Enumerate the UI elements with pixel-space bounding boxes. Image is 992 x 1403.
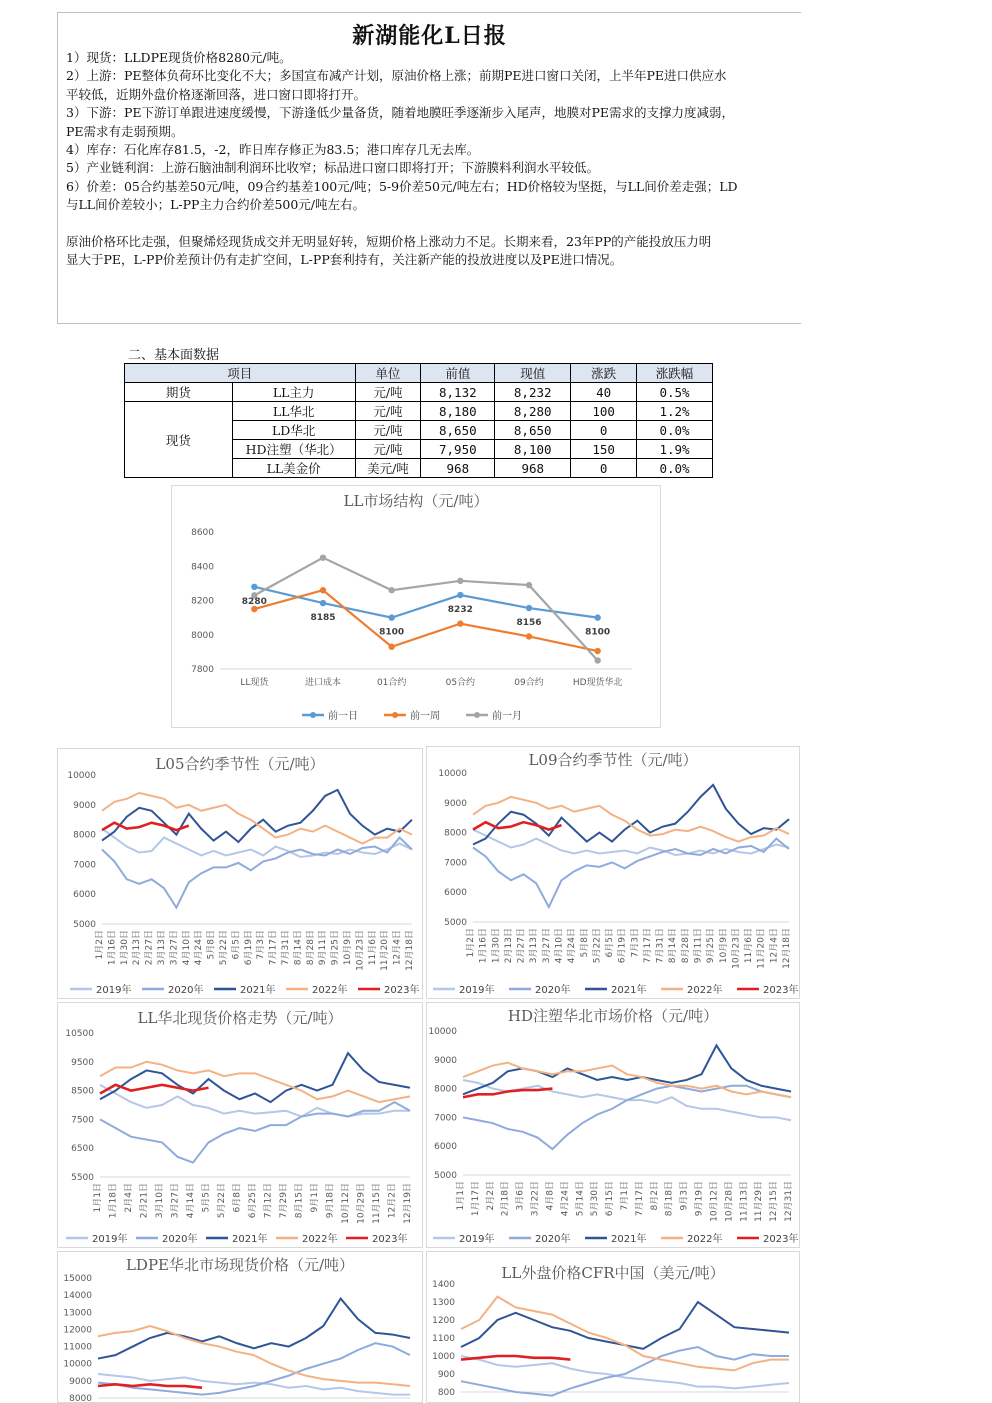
data-point [594, 648, 600, 654]
x-tick-label: 12月15日 [769, 1181, 780, 1222]
legend-label: 2022年 [687, 985, 723, 996]
x-tick-label: 6月5日 [231, 930, 242, 960]
x-tick-label: 6月19日 [243, 930, 254, 966]
chart-svg [427, 1252, 799, 1402]
report-line: 3）下游：PE下游订单跟进速度缓慢，下游逢低少量备货，随着地膜旺季逐渐步入尾声，地膜对PE需求的支撑力度减弱， [66, 105, 735, 121]
data-label: 8280 [241, 596, 267, 607]
y-tick-label: 10000 [438, 769, 467, 779]
report-line: 2）上游：PE整体负荷环比变化不大；多国宣布减产计划，原油价格上涨；前期PE进口窗口关闭，上半年PE进口供应水 [66, 68, 727, 84]
x-tick-label: 11月15日 [372, 1183, 382, 1224]
data-point [526, 582, 532, 588]
y-tick-label: 7800 [191, 665, 214, 675]
category-cell: 现货 [125, 402, 233, 478]
x-tick-label: 2月27日 [144, 930, 155, 966]
report-line: 与LL间价差较小；L-PP主力合约价差500元/吨左右。 [66, 197, 366, 213]
x-tick-label: 5月30日 [590, 1181, 601, 1217]
chg-cell: 40 [571, 383, 637, 402]
x-tick-label: HD现货华北 [572, 678, 623, 688]
y-tick-label: 5000 [73, 920, 96, 930]
x-tick-label: 12月2日 [387, 1183, 398, 1219]
x-tick-label: 5月5日 [201, 1183, 212, 1213]
y-tick-label: 1100 [432, 1334, 455, 1344]
x-tick-label: 6月15日 [605, 1181, 616, 1217]
unit-cell: 元/吨 [355, 402, 421, 421]
x-tick-label: 9月18日 [325, 1183, 336, 1219]
y-tick-label: 1000 [432, 1352, 455, 1362]
prev-cell: 8,132 [421, 383, 495, 402]
x-tick-label: 12月18日 [782, 928, 792, 969]
x-tick-label: 3月13日 [529, 928, 540, 964]
x-tick-label: 10月12日 [341, 1183, 351, 1224]
data-point [251, 606, 257, 612]
x-tick-label: 3月22日 [530, 1181, 541, 1217]
y-tick-label: 9000 [69, 1376, 92, 1387]
x-tick-label: 7月17日 [634, 1181, 645, 1217]
x-tick-label: 6月25日 [248, 1183, 258, 1219]
legend-label: 前一月 [492, 711, 522, 722]
y-tick-label: 8400 [191, 562, 214, 573]
data-point [388, 644, 394, 650]
x-tick-label: 8月28日 [305, 930, 316, 966]
unit-cell: 元/吨 [355, 421, 421, 440]
x-tick-label: 1月30日 [119, 930, 130, 966]
header-prev: 前值 [421, 364, 495, 383]
legend-label: 2020年 [168, 985, 204, 996]
prev-cell: 7,950 [421, 440, 495, 459]
x-tick-label: 9月19日 [694, 1181, 705, 1217]
x-tick-label: 5月8日 [579, 928, 590, 958]
data-point [594, 657, 600, 663]
data-point [320, 554, 326, 560]
curr-cell: 8,280 [495, 402, 571, 421]
item-cell: LD华北 [232, 421, 355, 440]
legend-label: 2020年 [535, 985, 571, 996]
y-tick-label: 9000 [444, 798, 467, 809]
header-unit: 单位 [355, 364, 421, 383]
y-tick-label: 13000 [63, 1308, 92, 1319]
series-line [473, 785, 789, 845]
data-point [388, 587, 394, 593]
y-tick-label: 8000 [444, 828, 467, 839]
data-point [526, 605, 532, 611]
report-line: PE需求有走弱预期。 [66, 123, 184, 139]
chg-cell: 100 [571, 402, 637, 421]
x-tick-label: LL现货 [240, 678, 269, 688]
legend-marker [310, 712, 316, 718]
x-tick-label: 7月17日 [642, 928, 653, 964]
item-cell: LL主力 [232, 383, 355, 402]
chart-ll-cfr-china [426, 1251, 800, 1403]
x-tick-label: 4月14日 [186, 1183, 196, 1219]
table-row [125, 383, 713, 402]
y-tick-label: 7000 [444, 858, 467, 869]
x-tick-label: 12月18日 [405, 930, 415, 971]
chart-title: LL华北现货价格走势（元/吨） [137, 1009, 343, 1027]
data-label: 8232 [447, 605, 473, 616]
x-tick-label: 7月29日 [279, 1183, 289, 1219]
curr-cell: 8,232 [495, 383, 571, 402]
x-tick-label: 2月21日 [139, 1183, 150, 1219]
data-label: 8185 [310, 613, 336, 624]
section-title: 二、基本面数据 [128, 348, 220, 363]
y-tick-label: 10000 [428, 1027, 457, 1037]
x-tick-label: 7月17日 [268, 930, 279, 966]
x-tick-label: 1月1日 [93, 1183, 103, 1213]
x-tick-label: 8月18日 [664, 1181, 675, 1217]
header-pct: 涨跌幅 [637, 364, 713, 383]
series-line [473, 797, 789, 842]
x-tick-label: 5月14日 [575, 1181, 586, 1217]
y-tick-label: 5500 [71, 1173, 94, 1183]
unit-cell: 美元/吨 [355, 459, 421, 478]
series-line [461, 1297, 789, 1371]
y-tick-label: 7000 [73, 860, 96, 871]
y-tick-label: 5000 [434, 1171, 457, 1181]
y-tick-label: 11000 [63, 1342, 92, 1353]
series-line [461, 1356, 789, 1388]
x-tick-label: 7月31日 [655, 928, 666, 964]
series-line [102, 793, 412, 844]
pct-cell: 0.5% [637, 383, 713, 402]
y-tick-label: 10000 [63, 1359, 92, 1370]
data-point [457, 620, 463, 626]
report-body [66, 49, 802, 269]
legend-label: 2023年 [384, 985, 420, 996]
x-tick-label: 1月16日 [478, 928, 489, 964]
table-header-row [125, 364, 713, 383]
x-tick-label: 7月3日 [630, 928, 641, 958]
legend-marker [474, 712, 480, 718]
x-tick-label: 4月24日 [194, 930, 205, 966]
legend-label: 2019年 [96, 985, 132, 996]
x-tick-label: 3月10日 [155, 1183, 165, 1219]
x-tick-label: 5月22日 [219, 930, 229, 966]
legend-label: 2021年 [240, 985, 276, 996]
chart-svg [427, 1003, 799, 1247]
x-tick-label: 11月20日 [380, 930, 391, 971]
header-curr: 现值 [495, 364, 571, 383]
x-tick-label: 9月25日 [706, 928, 717, 964]
x-tick-label: 10月9日 [718, 928, 729, 964]
y-tick-label: 6500 [71, 1144, 94, 1155]
report-line: 平较低，近期外盘价格逐渐回落，进口窗口即将打开。 [66, 86, 367, 102]
prev-cell: 968 [421, 459, 495, 478]
y-tick-label: 9000 [73, 800, 96, 811]
y-tick-label: 9500 [71, 1057, 94, 1068]
x-tick-label: 7月31日 [281, 930, 291, 966]
y-tick-label: 5000 [444, 918, 467, 928]
header-item: 项目 [125, 364, 356, 383]
x-tick-label: 6月8日 [232, 1183, 243, 1213]
pct-cell: 1.2% [637, 402, 713, 421]
fundamentals-table [124, 363, 713, 478]
chart-ll-north-spot [57, 1002, 423, 1248]
pct-cell: 1.9% [637, 440, 713, 459]
legend-label: 2019年 [92, 1234, 128, 1245]
chart-svg [427, 747, 799, 998]
legend-label: 2019年 [459, 985, 495, 996]
chart-title: HD注塑华北市场价格（元/吨） [507, 1007, 719, 1025]
data-point [526, 633, 532, 639]
x-tick-label: 7月1日 [620, 1181, 630, 1211]
series-line [254, 558, 597, 661]
x-tick-label: 10月9日 [343, 930, 353, 966]
x-tick-label: 10月28日 [724, 1181, 735, 1222]
x-tick-label: 9月11日 [693, 928, 704, 964]
series-line [98, 1343, 410, 1394]
legend-label: 前一日 [328, 711, 358, 722]
chart-ll-market-structure [171, 485, 661, 728]
x-tick-label: 9月25日 [330, 930, 341, 966]
y-tick-label: 7000 [434, 1113, 457, 1124]
y-tick-label: 10500 [65, 1029, 94, 1039]
chg-cell: 150 [571, 440, 637, 459]
series-line [102, 838, 412, 908]
data-point [457, 592, 463, 598]
x-tick-label: 2月13日 [132, 930, 143, 966]
x-tick-label: 1月2日 [466, 928, 476, 958]
data-label: 8156 [516, 618, 542, 629]
series-line [102, 790, 412, 842]
chg-cell: 0 [571, 459, 637, 478]
header-chg: 涨跌 [571, 364, 637, 383]
y-tick-label: 15000 [63, 1274, 92, 1284]
series-line [100, 1053, 410, 1102]
data-point [457, 578, 463, 584]
y-tick-label: 8600 [191, 528, 214, 538]
x-tick-label: 4月24日 [567, 928, 578, 964]
y-tick-label: 8500 [71, 1086, 94, 1097]
x-tick-label: 10月23日 [731, 928, 742, 969]
series-line [461, 1356, 570, 1360]
data-point [320, 600, 326, 606]
x-tick-label: 1月1日 [456, 1181, 466, 1211]
x-tick-label: 3月27日 [169, 930, 180, 966]
x-tick-label: 11月20日 [756, 928, 767, 969]
series-line [98, 1384, 202, 1387]
x-tick-label: 3月13日 [157, 930, 167, 966]
x-tick-label: 进口成本 [304, 678, 342, 688]
legend-label: 2023年 [763, 1234, 799, 1245]
report-title: 新湖能化L日报 [352, 23, 507, 49]
data-label: 8100 [379, 627, 405, 638]
x-tick-label: 09合约 [514, 678, 544, 688]
x-tick-label: 12月4日 [392, 930, 403, 966]
legend-label: 2021年 [232, 1234, 268, 1245]
series-line [102, 823, 189, 830]
data-point [320, 587, 326, 593]
chg-cell: 0 [571, 421, 637, 440]
x-tick-label: 10月29日 [356, 1183, 367, 1224]
chart-title: L09合约季节性（元/吨） [528, 751, 698, 769]
legend-label: 前一周 [410, 711, 440, 722]
x-tick-label: 8月14日 [293, 930, 304, 966]
legend-label: 2022年 [302, 1234, 338, 1245]
legend-label: 2023年 [763, 985, 799, 996]
series-line [461, 1302, 789, 1349]
item-cell: LL华北 [232, 402, 355, 421]
prev-cell: 8,650 [421, 421, 495, 440]
report-line: 5）产业链利润：上游石脑油制利润环比收窄；标品进口窗口即将打开；下游膜料利润水平较低。 [66, 160, 599, 176]
x-tick-label: 6月5日 [605, 928, 616, 958]
x-tick-label: 3月6日 [515, 1181, 526, 1211]
x-tick-label: 4月24日 [560, 1181, 571, 1217]
chart-svg [58, 749, 422, 998]
curr-cell: 8,100 [495, 440, 571, 459]
series-line [100, 1102, 410, 1162]
item-cell: LL美金价 [232, 459, 355, 478]
x-tick-label: 2月13日 [503, 928, 514, 964]
report-line: 4）库存：石化库存81.5，-2，昨日库存修正为83.5；港口库存几无去库。 [66, 142, 480, 158]
data-point [251, 584, 257, 590]
chart-svg [172, 486, 660, 727]
chart-svg [58, 1003, 422, 1247]
x-tick-label: 11月13日 [739, 1181, 750, 1222]
y-tick-label: 1400 [432, 1280, 455, 1290]
x-tick-label: 3月27日 [170, 1183, 181, 1219]
curr-cell: 8,650 [495, 421, 571, 440]
x-tick-label: 2月18日 [500, 1181, 511, 1217]
legend-label: 2020年 [535, 1234, 571, 1245]
legend-label: 2020年 [162, 1234, 198, 1245]
x-tick-label: 01合约 [376, 678, 407, 688]
y-tick-label: 10000 [67, 771, 96, 781]
x-tick-label: 6月19日 [617, 928, 628, 964]
x-tick-label: 12月19日 [403, 1183, 413, 1224]
x-tick-label: 3月27日 [541, 928, 552, 964]
summary-line: 原油价格环比走强，但聚烯烃现货成交并无明显好转，短期价格上涨动力不足。长期来看，23年PP的产能投放压力明 [66, 233, 712, 249]
y-tick-label: 1300 [432, 1298, 455, 1308]
y-tick-label: 1200 [432, 1316, 455, 1326]
x-tick-label: 9月1日 [310, 1183, 320, 1213]
y-tick-label: 12000 [63, 1325, 92, 1336]
legend-label: 2022年 [312, 985, 348, 996]
prev-cell: 8,180 [421, 402, 495, 421]
y-tick-label: 6000 [434, 1142, 457, 1153]
x-tick-label: 2月4日 [124, 1183, 134, 1213]
y-tick-label: 6000 [444, 888, 467, 899]
x-tick-label: 1月18日 [108, 1183, 119, 1219]
y-tick-label: 800 [437, 1388, 455, 1398]
chart-ldpe-north-spot [57, 1251, 423, 1403]
x-tick-label: 4月10日 [554, 928, 565, 964]
report-line: 6）价差：05合约基差50元/吨，09合约基差100元/吨；5-9价差50元/吨左右；HD价格较为坚挺，与LL间价差走强；LD [66, 178, 738, 194]
legend-marker [392, 712, 398, 718]
x-tick-label: 1月2日 [95, 930, 105, 960]
y-tick-label: 9000 [434, 1055, 457, 1066]
x-tick-label: 12月4日 [769, 928, 780, 964]
y-tick-label: 8000 [434, 1084, 457, 1095]
y-tick-label: 900 [437, 1370, 455, 1380]
table-row [125, 402, 713, 421]
x-tick-label: 2月2日 [485, 1181, 496, 1211]
chart-title: L05合约季节性（元/吨） [155, 755, 325, 773]
series-line [463, 1045, 791, 1094]
y-tick-label: 14000 [63, 1291, 92, 1302]
x-tick-label: 4月10日 [181, 930, 192, 966]
report-panel [57, 12, 801, 324]
curr-cell: 968 [495, 459, 571, 478]
x-tick-label: 5月22日 [217, 1183, 227, 1219]
series-line [473, 839, 789, 908]
chart-hd-injection-north [426, 1002, 800, 1248]
category-cell: 期货 [125, 383, 233, 402]
x-tick-label: 1月16日 [107, 930, 118, 966]
x-tick-label: 11月29日 [754, 1181, 765, 1222]
x-tick-label: 8月15日 [294, 1183, 305, 1219]
x-tick-label: 11月6日 [744, 928, 755, 964]
series-line [463, 1086, 791, 1149]
data-point [388, 614, 394, 620]
x-tick-label: 12月31日 [784, 1181, 794, 1222]
y-tick-label: 8000 [191, 630, 214, 641]
chart-title: LDPE华北市场现货价格（元/吨） [125, 1256, 355, 1274]
x-tick-label: 5月8日 [206, 930, 217, 960]
x-tick-label: 05合约 [445, 678, 476, 688]
x-tick-label: 9月3日 [679, 1181, 690, 1211]
x-tick-label: 4月8日 [545, 1181, 556, 1211]
x-tick-label: 2月27日 [516, 928, 527, 964]
legend-label: 2023年 [372, 1234, 408, 1245]
legend-label: 2021年 [611, 1234, 647, 1245]
x-tick-label: 10月23日 [355, 930, 366, 971]
series-line [254, 587, 597, 618]
chart-l05-seasonality [57, 748, 423, 999]
x-tick-label: 1月30日 [491, 928, 502, 964]
chart-l09-seasonality [426, 746, 800, 999]
y-tick-label: 8000 [69, 1394, 92, 1402]
x-tick-label: 11月6日 [367, 930, 378, 966]
chart-title: LL外盘价格CFR中国（美元/吨） [501, 1264, 725, 1282]
legend-label: 2021年 [611, 985, 647, 996]
report-line: 1）现货：LLDPE现货价格8280元/吨。 [66, 50, 292, 65]
data-label: 8100 [585, 627, 611, 638]
series-line [98, 1326, 410, 1386]
y-tick-label: 7500 [71, 1115, 94, 1126]
x-tick-label: 7月12日 [263, 1183, 274, 1219]
unit-cell: 元/吨 [355, 383, 421, 402]
x-tick-label: 7月3日 [256, 930, 267, 960]
y-tick-label: 8200 [191, 596, 214, 607]
item-cell: HD注塑（华北） [232, 440, 355, 459]
x-tick-label: 8月28日 [680, 928, 691, 964]
chart-title: LL市场结构（元/吨） [343, 492, 489, 510]
series-line [473, 822, 561, 829]
chart-svg [58, 1252, 422, 1402]
y-tick-label: 8000 [73, 830, 96, 841]
x-tick-label: 5月22日 [592, 928, 603, 964]
legend-label: 2022年 [687, 1234, 723, 1245]
pct-cell: 0.0% [637, 421, 713, 440]
series-line [473, 830, 789, 855]
pct-cell: 0.0% [637, 459, 713, 478]
x-tick-label: 10月12日 [709, 1181, 720, 1222]
x-tick-label: 8月14日 [668, 928, 679, 964]
series-line [100, 1062, 410, 1102]
unit-cell: 元/吨 [355, 440, 421, 459]
data-point [594, 614, 600, 620]
legend-label: 2019年 [459, 1234, 495, 1245]
summary-line: 显大于PE，L-PP价差预计仍有走扩空间，L-PP套利持有，关注新产能的投放进度以及PE进口情况。 [66, 252, 623, 268]
x-tick-label: 9月11日 [318, 930, 329, 966]
y-tick-label: 6000 [73, 890, 96, 901]
x-tick-label: 1月17日 [470, 1181, 481, 1217]
x-tick-label: 8月2日 [649, 1181, 660, 1211]
